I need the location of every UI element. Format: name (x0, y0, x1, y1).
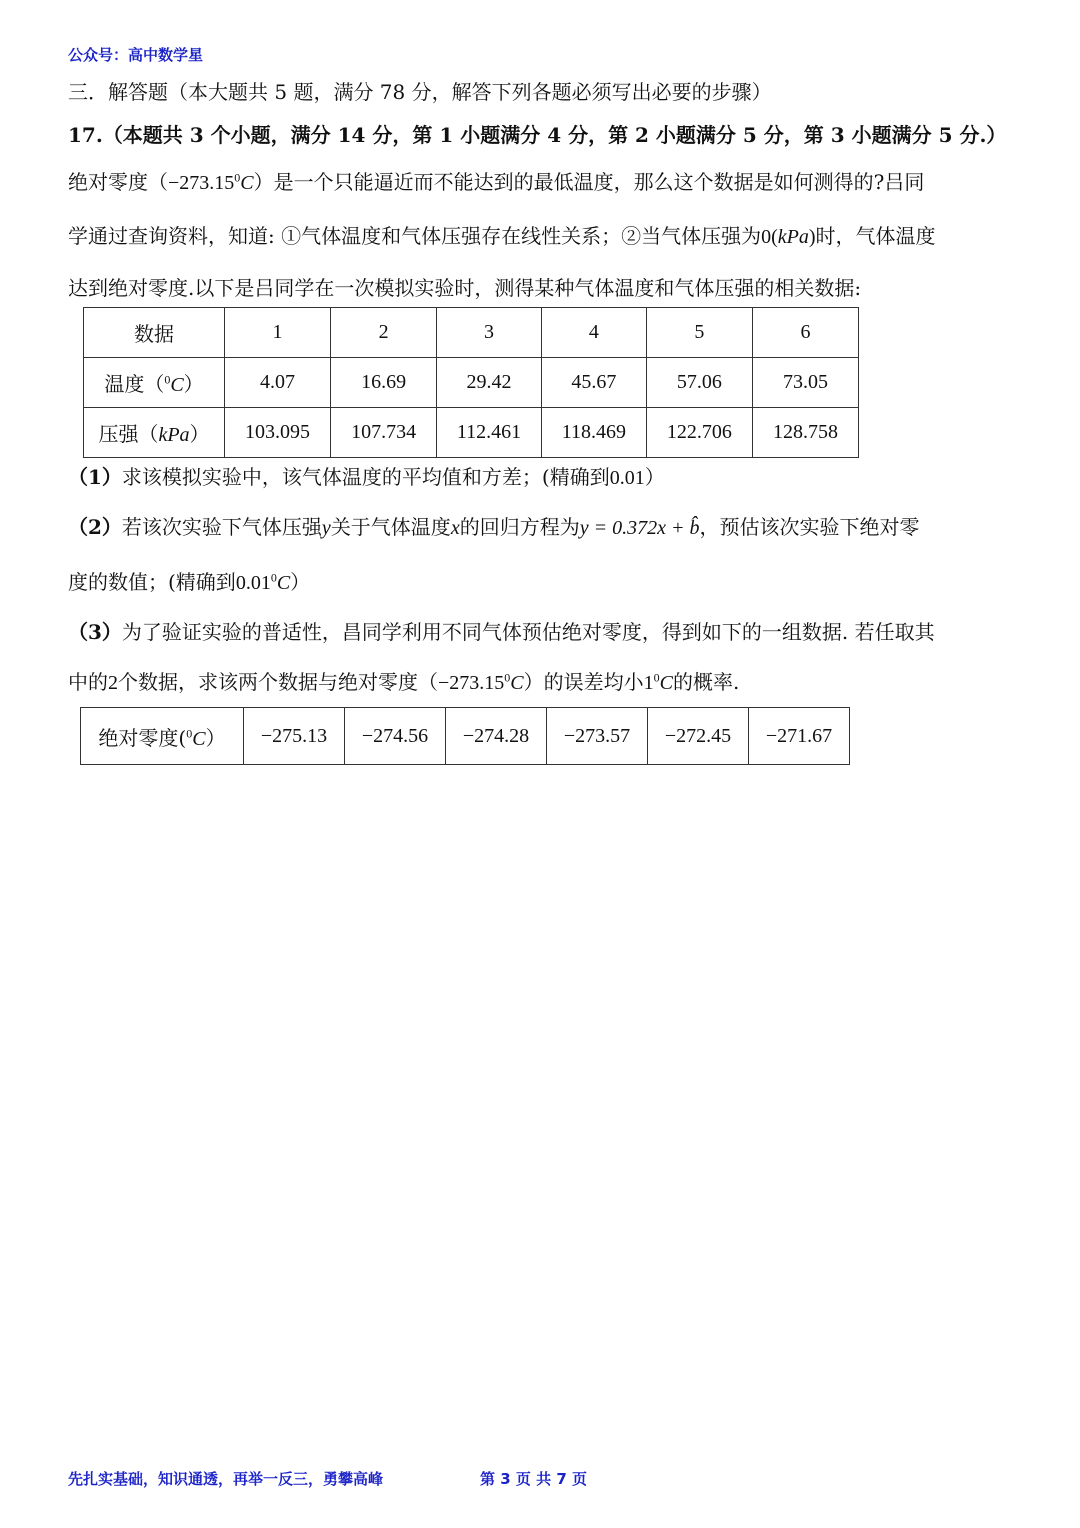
table-cell: 29.42 (437, 358, 542, 408)
header-note: 公众号：高中数学星 (68, 46, 204, 64)
table-cell: 2 (331, 308, 437, 358)
table-cell: 5 (646, 308, 752, 358)
intro-line-1: 绝对零度$(-273.15^0C)$是一个只能逼近而不能达到的最低温度，那么这个数据是如何测得的?吕同 (68, 170, 925, 194)
table-cell: 107.734 (331, 408, 437, 458)
question-1: （1）求该模拟实验中，该气体温度的平均值和方差；(精确到0.01） (68, 465, 665, 489)
intro-line-3: 达到绝对零度.以下是吕同学在一次模拟实验时，测得某种气体温度和气体压强的相关数据: (68, 276, 862, 300)
table-cell: 4 (541, 308, 646, 358)
table-cell: 4.07 (225, 358, 331, 408)
question-3-line-2: 中的2个数据，求该两个数据与绝对零度$(-273.15^0C)$的误差均小$1^0C$的概率. (68, 670, 740, 694)
table-cell: 1 (225, 308, 331, 358)
pressure-label-cell: 压强（kPa） (84, 408, 225, 458)
table-row (84, 408, 859, 458)
table-row (84, 358, 859, 408)
intro-line-2: 学通过查询资料，知道: ①气体温度和气体压强存在线性关系；②当气体压强为0(kPa)时，气体温度 (68, 224, 936, 248)
section-title: 三．解答题（本大题共 5 题，满分 78 分，解答下列各题必须写出必要的步骤） (68, 80, 772, 104)
table-row (81, 708, 850, 765)
table-cell: 45.67 (541, 358, 646, 408)
temperature-label-cell: 温度（$^0$C） (84, 358, 225, 408)
table-cell: −275.13 (244, 708, 345, 765)
table-cell: −273.57 (547, 708, 648, 765)
absolute-zero-table (80, 707, 850, 765)
table-cell: −271.67 (749, 708, 850, 765)
temperature-pressure-table (83, 307, 859, 458)
table-cell: 6 (752, 308, 858, 358)
table-cell: 57.06 (646, 358, 752, 408)
table-cell: 103.095 (225, 408, 331, 458)
table-cell: −274.28 (446, 708, 547, 765)
table-cell: 73.05 (752, 358, 858, 408)
table-cell: 118.469 (541, 408, 646, 458)
table-cell: 112.461 (437, 408, 542, 458)
table-cell: −274.56 (345, 708, 446, 765)
table-cell: 122.706 (646, 408, 752, 458)
question-2-line-2: 度的数值；(精确到0.01$^0$C） (68, 570, 311, 594)
table-cell: 3 (437, 308, 542, 358)
table-header-cell: 数据 (84, 308, 225, 358)
question-3: （3）为了验证实验的普适性，昌同学利用不同气体预估绝对零度，得到如下的一组数据. 若任取其 (68, 620, 935, 644)
table-cell: 16.69 (331, 358, 437, 408)
table-row (84, 308, 859, 358)
page-number: 第 3 页 共 7 页 (480, 1470, 587, 1488)
problem-heading: 17.（本题共 3 个小题，满分 14 分，第 1 小题满分 4 分，第 2 小题满分 5 分，第 3 小题满分 5 分.） (68, 123, 1007, 147)
table-cell: 128.758 (752, 408, 858, 458)
table-cell: −272.45 (648, 708, 749, 765)
question-2: （2）若该次实验下气体压强y关于气体温度x的回归方程为y = 0.372x + b̂，预估该次实验下绝对零 (68, 515, 920, 539)
footer-motto: 先扎实基础，知识通透，再举一反三，勇攀高峰 (68, 1470, 384, 1488)
absolute-zero-label-cell: 绝对零度($^0$C） (81, 708, 244, 765)
